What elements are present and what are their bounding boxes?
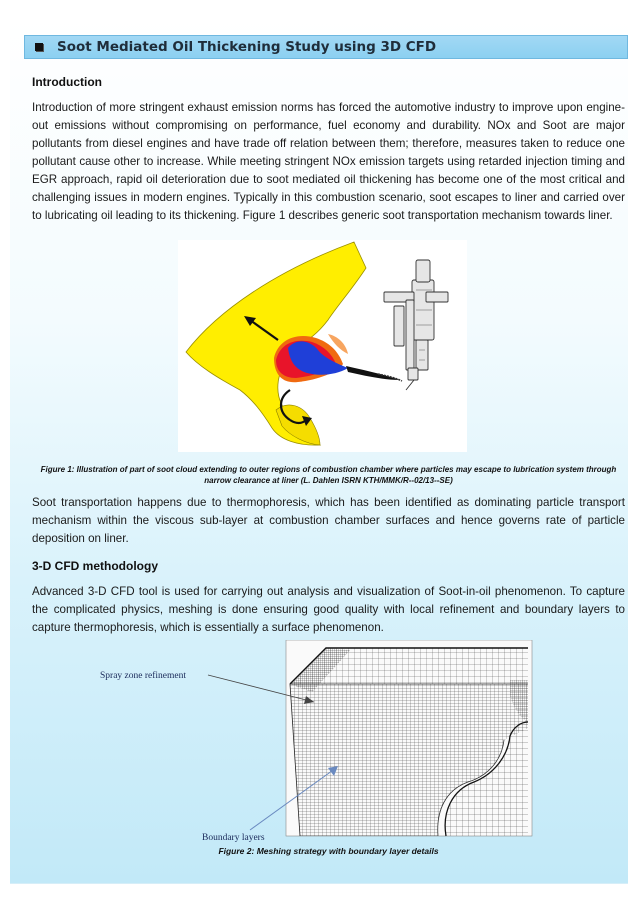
document-page bbox=[10, 18, 628, 884]
figure-1-caption: Figure 1: Illustration of part of soot cloud extending to outer regions of combustion chamber where particles may escape to lubrication system through narrow clearance at liner (L. Dahlen ISRN KTH/MMK/R--02/13--SE) bbox=[40, 465, 617, 485]
introduction-heading: Introduction bbox=[32, 75, 102, 89]
boundary-layers-label: Boundary layers bbox=[202, 833, 265, 843]
methodology-heading: 3-D CFD methodology bbox=[32, 559, 158, 573]
introduction-paragraph: Introduction of more stringent exhaust emission norms has forced the automotive industry to improve upon engine-out emissions without compromising on performance, fuel economy and durability. NOx and Soot are major pollutants from diesel engines and have trade off relation between them; therefore, measures taken to reduce one pollutant cause other to increase. While meeting stringent NOx emission targets using retarded injection timing and EGR approach, rapid oil deterioration due to soot mediated oil thickening has become one of the most critical and challenging issues in modern engines. Typically in this combustion scenario, soot escapes to liner and carried over to lubricating oil leading to its thickening. Figure 1 describes generic soot transportation mechanism towards liner. bbox=[32, 101, 625, 222]
methodology-paragraph: Advanced 3-D CFD tool is used for carrying out analysis and visualization of Soot-in-oil phenomenon. To capture the complicated physics, meshing is done ensuring good quality with local refinement and boundary layers to capture thermophoresis, which is essentially a surface phenomenon. bbox=[32, 585, 625, 634]
transport-paragraph: Soot transportation happens due to thermophoresis, which has been identified as dominating particle transport mechanism within the viscous sub-layer at combustion chamber surfaces and hence governs rate of particle deposition on liner. bbox=[32, 496, 625, 545]
figure-2-caption: Figure 2: Meshing strategy with boundary layer details bbox=[218, 846, 439, 856]
section-header bbox=[24, 35, 628, 59]
spray-zone-label: Spray zone refinement bbox=[100, 671, 186, 681]
square-bullet-icon bbox=[35, 43, 43, 51]
figure-2-image bbox=[90, 640, 550, 852]
header-title: Soot Mediated Oil Thickening Study using 3D CFD bbox=[57, 39, 437, 55]
figure-1-image bbox=[178, 240, 467, 452]
